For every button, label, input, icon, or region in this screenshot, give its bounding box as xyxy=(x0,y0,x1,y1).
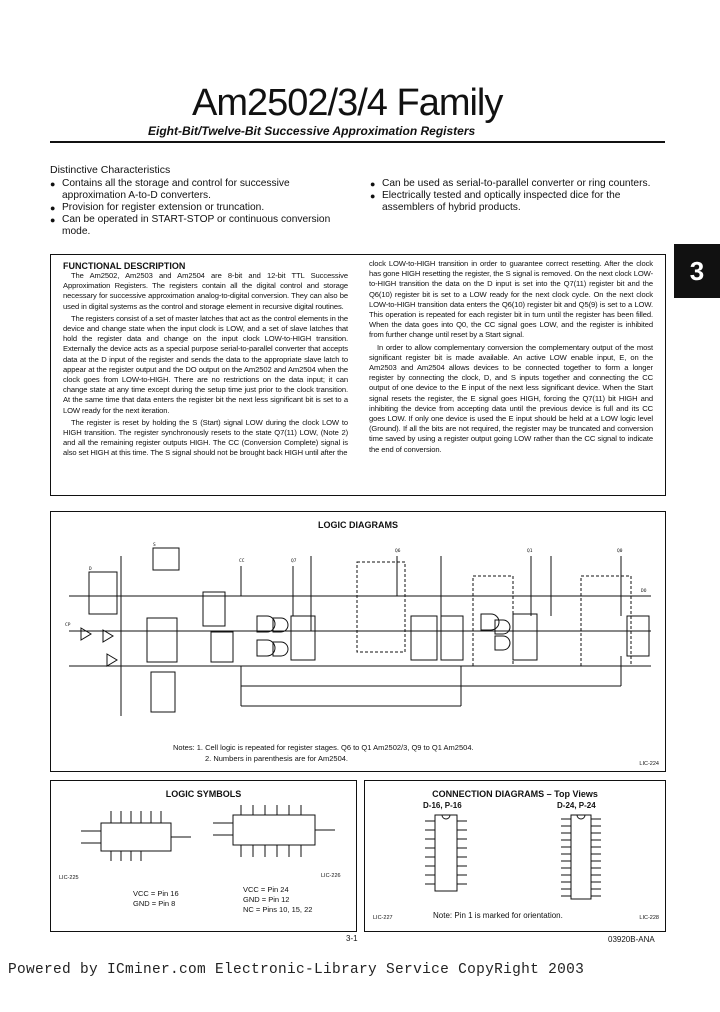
connection-diagrams-graphic xyxy=(405,813,645,905)
paragraph: The Am2502, Am2503 and Am2504 are 8-bit and 12-bit TTL Successive Approximation Registers. The registers contain all the digital control and storage necessary for successive approximation analog-to-digital conversion. They can also be used in digital systems as the control and storage element in recursive digital routines. xyxy=(63,271,348,311)
logic-symbols-title: LOGIC SYMBOLS xyxy=(165,789,242,799)
figure-code: LIC-228 xyxy=(639,915,659,921)
svg-text:CC: CC xyxy=(239,559,245,564)
document-title: Am2502/3/4 Family xyxy=(192,82,503,124)
document-subtitle: Eight-Bit/Twelve-Bit Successive Approximation Registers xyxy=(148,124,476,138)
connection-diagrams-title: CONNECTION DIAGRAMS – Top Views xyxy=(432,789,598,799)
functional-right-column xyxy=(369,259,653,457)
paragraph: In order to allow complementary conversion the complementary output of the most significant register bit is made available. An active LOW enable input, E, on the Am2503 and Am2504 allows devices to be connected together to form a longer register by connecting the clock, D, and S inputs together and connecting the CC output of one device to the E input of the next less significant device. When the Start signal resets the register, the E signal goes HIGH, forcing the Q7(11) bit HIGH and inhibiting the device from accepting data until the previous device is full and its CC goes LOW. If only one device is used the E input should be held at a LOW logic level (Ground). If all the bits are not required, the register may be truncated and conversion time saved by using a register output going LOW rather than the CC signal to indicate the end of conversion. xyxy=(369,342,653,454)
pin-list-right xyxy=(243,885,312,915)
logic-diagram-schematic xyxy=(61,536,661,736)
logic-symbols-box xyxy=(50,780,357,932)
logic-diagrams-title: LOGIC DIAGRAMS xyxy=(318,520,398,530)
figure-code: LIC-226 xyxy=(321,873,341,879)
feature-item: ● Contains all the storage and control for successive approximation A-to-D converters. xyxy=(50,178,350,202)
paragraph: The registers consist of a set of master latches that act as the control elements in the device and change state when the input clock is LOW, and a set of slave latches that hold the register data and change on the input clock LOW-to-HIGH transition. Externally the device acts as a special purpose serial-to-parallel converter that accepts data at the D input of the register and sends the data to the appropriate slave latch to appear at the register output and the DO output on the Am2502 and Am2504 when the clock goes from LOW-to-HIGH. There are no restrictions on the data input; it can change state at any time except during the setup time just prior to the clock transition. At the same time that data enters the register bit the next less significant bit is set to a LOW ready for the next iteration. xyxy=(63,313,348,415)
paragraph: clock LOW-to-HIGH transition in order to guarantee correct resetting. After the clock has gone HIGH resetting the register, the S signal is removed. On the next clock LOW-to-HIGH transition the data on the D input is set into the Q7(11) register bit and the Q6(10) register bit is set to a LOW ready for the next clock cycle. On the next clock LOW-to-HIGH transition data enters the Q6(10) register bit and Q5(9) is set to a LOW. This operation is repeated for each register bit in turn until the register has been filled. When the data goes into Q0, the CC signal goes LOW, and the register is inhibited from further change until reset by a Start signal. xyxy=(369,259,653,340)
page-number: 3-1 xyxy=(346,934,358,943)
functional-heading: FUNCTIONAL DESCRIPTION xyxy=(63,261,186,271)
svg-text:S: S xyxy=(153,543,156,548)
feature-item: ● Can be operated in START-STOP or continuous conversion mode. xyxy=(50,214,350,238)
functional-left-column xyxy=(63,261,348,461)
pin-assignment: VCC = Pin 16 xyxy=(133,889,179,898)
orientation-note: Note: Pin 1 is marked for orientation. xyxy=(433,911,563,920)
svg-text:CP: CP xyxy=(65,623,71,628)
svg-text:DO: DO xyxy=(641,589,647,594)
feature-item: ● Provision for register extension or truncation. xyxy=(50,202,350,214)
note-line: Notes: 1. Cell logic is repeated for register stages. Q6 to Q1 Am2502/3, Q9 to Q1 Am2504. xyxy=(173,743,474,752)
svg-text:Q7: Q7 xyxy=(291,559,297,564)
distinctive-left-list xyxy=(50,178,350,238)
package-label-16: D-16, P-16 xyxy=(423,801,462,810)
distinctive-heading: Distinctive Characteristics xyxy=(50,164,171,176)
paragraph: The register is reset by holding the S (Start) signal LOW during the clock LOW to HIGH transition. The register synchronously resets to the state Q7(11) LOW, (Note 2) and all the remaining register outputs HIGH. The CC (Conversion Complete) signal is also set HIGH at this time. The S signal should not be brought back HIGH until after the xyxy=(63,417,348,458)
pin-assignment: GND = Pin 12 xyxy=(243,895,290,904)
figure-code: LIC-227 xyxy=(373,915,393,921)
pin-assignment: VCC = Pin 24 xyxy=(243,885,289,894)
svg-text:Q6: Q6 xyxy=(395,549,401,554)
document-number: 03920B-ANA xyxy=(608,935,655,944)
figure-code: LIC-224 xyxy=(639,761,659,767)
logic-diagrams-box xyxy=(50,511,666,772)
logic-diagram-notes xyxy=(173,742,474,764)
distinctive-right-list xyxy=(370,178,660,214)
pin-assignment: NC = Pins 10, 15, 22 xyxy=(243,905,313,914)
functional-description-box xyxy=(50,254,666,496)
svg-text:D: D xyxy=(89,567,92,572)
copyright-footer: Powered by ICminer.com Electronic-Library Service CopyRight 2003 xyxy=(8,962,585,978)
header-rule xyxy=(50,141,665,143)
functional-left-text xyxy=(63,271,348,459)
connection-diagrams-box xyxy=(364,780,666,932)
section-tab: 3 xyxy=(674,244,720,298)
package-label-24: D-24, P-24 xyxy=(557,801,596,810)
pin-assignment: GND = Pin 8 xyxy=(133,899,176,908)
figure-code: LIC-225 xyxy=(59,875,79,881)
logic-symbols-graphic xyxy=(61,805,351,875)
svg-text:Q1: Q1 xyxy=(527,549,533,554)
feature-item: ● Electrically tested and optically inspected dice for the assemblers of hybrid products. xyxy=(370,190,660,214)
note-line: 2. Numbers in parenthesis are for Am2504. xyxy=(205,754,348,763)
feature-item: ● Can be used as serial-to-parallel converter or ring counters. xyxy=(370,178,660,190)
pin-list-left xyxy=(133,889,179,909)
svg-text:Q0: Q0 xyxy=(617,549,623,554)
